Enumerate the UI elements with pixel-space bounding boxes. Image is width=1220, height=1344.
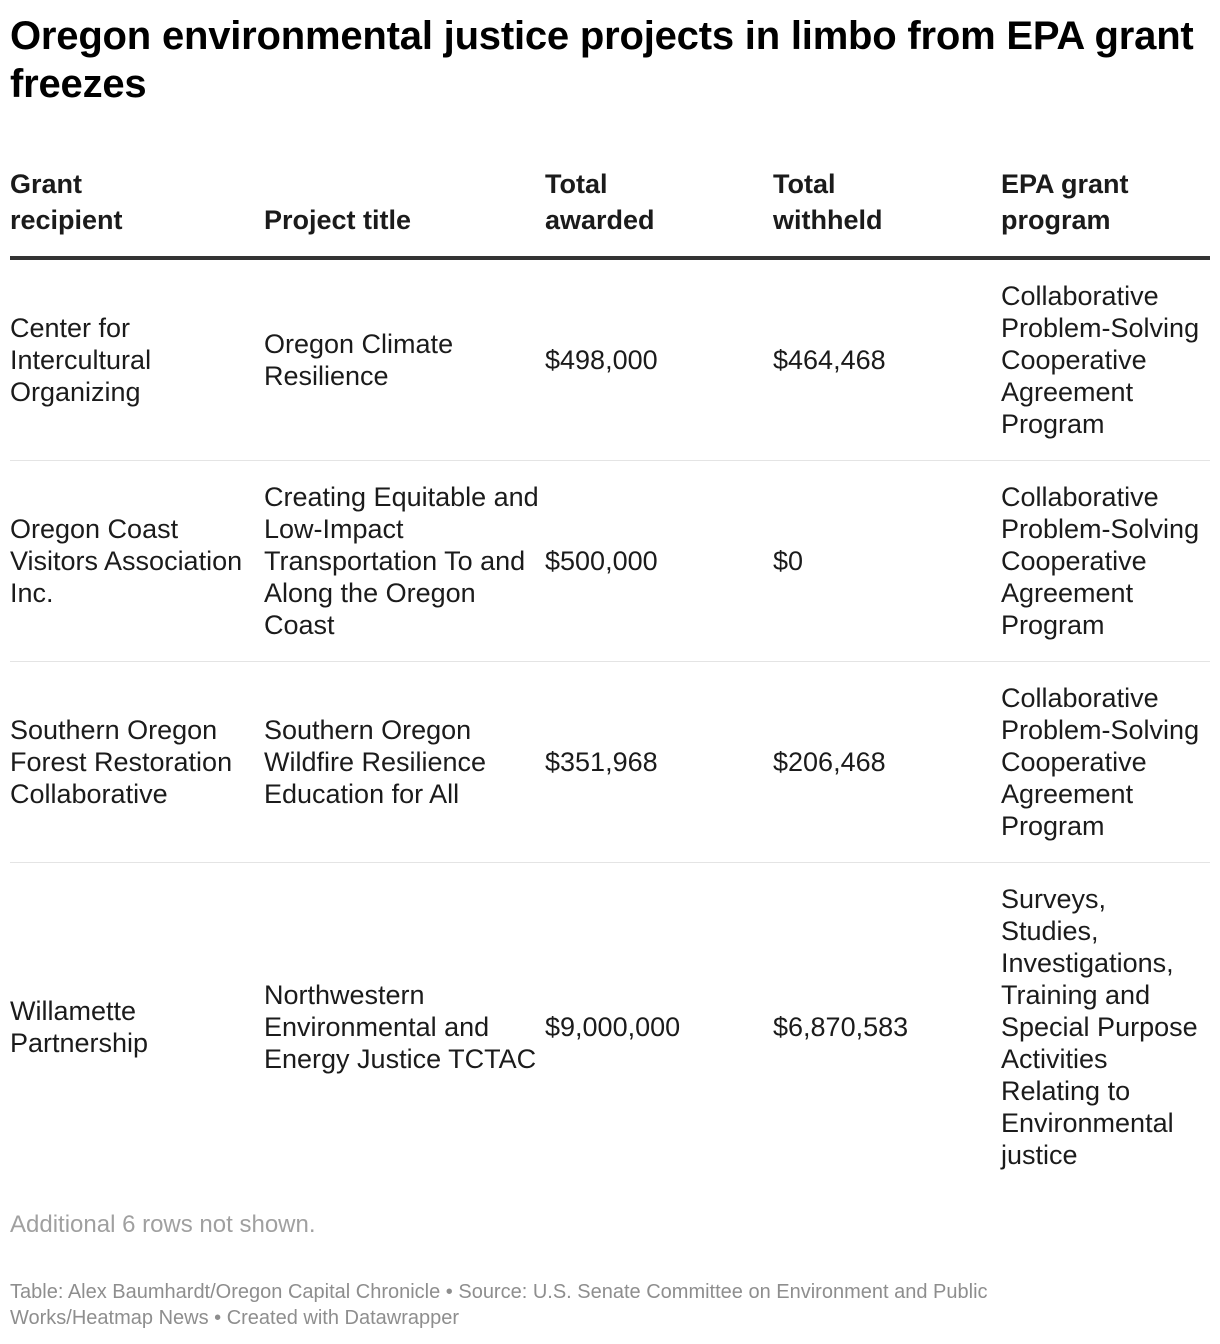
cell-project-title: Creating Equitable and Low-Impact Transportation To and Along the Oregon Coast — [264, 461, 545, 662]
data-table — [10, 166, 1210, 1191]
header-label-line: Total — [545, 169, 608, 199]
header-total-withheld[interactable] — [773, 166, 1001, 258]
cell-epa-grant-program: Surveys, Studies, Investigations, Training and Special Purpose Activities Relating to Environmental justice — [1001, 884, 1198, 1170]
cell-total-awarded: $9,000,000 — [545, 1012, 681, 1042]
cell-total-withheld: $0 — [773, 461, 1001, 662]
cell-total-withheld: $464,468 — [773, 258, 1001, 461]
cell-total-awarded: $498,000 — [545, 258, 773, 461]
table-row — [10, 662, 1210, 863]
header-grant-recipient[interactable] — [10, 166, 264, 258]
header-label-line: program — [1001, 205, 1111, 235]
table-row — [10, 258, 1210, 461]
chart-title: Oregon environmental justice projects in limbo from EPA grant freezes — [10, 14, 1194, 106]
table-header-row — [10, 166, 1210, 258]
cell-grant-recipient: Southern Oregon Forest Restoration Collaborative — [10, 662, 264, 863]
hidden-rows-note: Additional 6 rows not shown. — [10, 1211, 316, 1238]
header-epa-grant-program[interactable] — [1001, 166, 1210, 258]
header-total-awarded[interactable] — [545, 166, 773, 258]
header-label-line: EPA grant — [1001, 169, 1129, 199]
header-label-line: Project title — [264, 205, 412, 235]
header-label-line: Total — [773, 169, 836, 199]
cell-epa-grant-program: Collaborative Problem-Solving Cooperative Agreement Program — [1001, 662, 1210, 863]
cell-project-title: Oregon Climate Resilience — [264, 258, 545, 461]
header-label-line: withheld — [773, 205, 883, 235]
header-label-line: awarded — [545, 205, 655, 235]
cell-grant-recipient: Willamette Partnership — [10, 996, 149, 1058]
cell-grant-recipient: Center for Intercultural Organizing — [10, 258, 264, 461]
chart-container — [10, 12, 1210, 1331]
cell-grant-recipient: Oregon Coast Visitors Association Inc. — [10, 461, 264, 662]
cell-epa-grant-program: Collaborative Problem-Solving Cooperative Agreement Program — [1001, 461, 1210, 662]
cell-project-title: Southern Oregon Wildfire Resilience Education for All — [264, 662, 545, 863]
header-project-title[interactable] — [264, 166, 545, 258]
table-row — [10, 863, 1210, 1192]
cell-total-withheld: $6,870,583 — [773, 1012, 909, 1042]
header-label-line: Grant — [10, 169, 83, 199]
header-label-line: recipient — [10, 205, 123, 235]
cell-project-title: Northwestern Environmental and Energy Justice TCTAC — [264, 980, 537, 1074]
cell-epa-grant-program: Collaborative Problem-Solving Cooperative Agreement Program — [1001, 258, 1210, 461]
source-footer: Table: Alex Baumhardt/Oregon Capital Chronicle • Source: U.S. Senate Committee on Environment and Public Works/Heatmap News • Created with Datawrapper — [10, 1281, 988, 1329]
table-row — [10, 461, 1210, 662]
cell-total-withheld: $206,468 — [773, 662, 1001, 863]
cell-total-awarded: $351,968 — [545, 662, 773, 863]
cell-total-awarded: $500,000 — [545, 461, 773, 662]
